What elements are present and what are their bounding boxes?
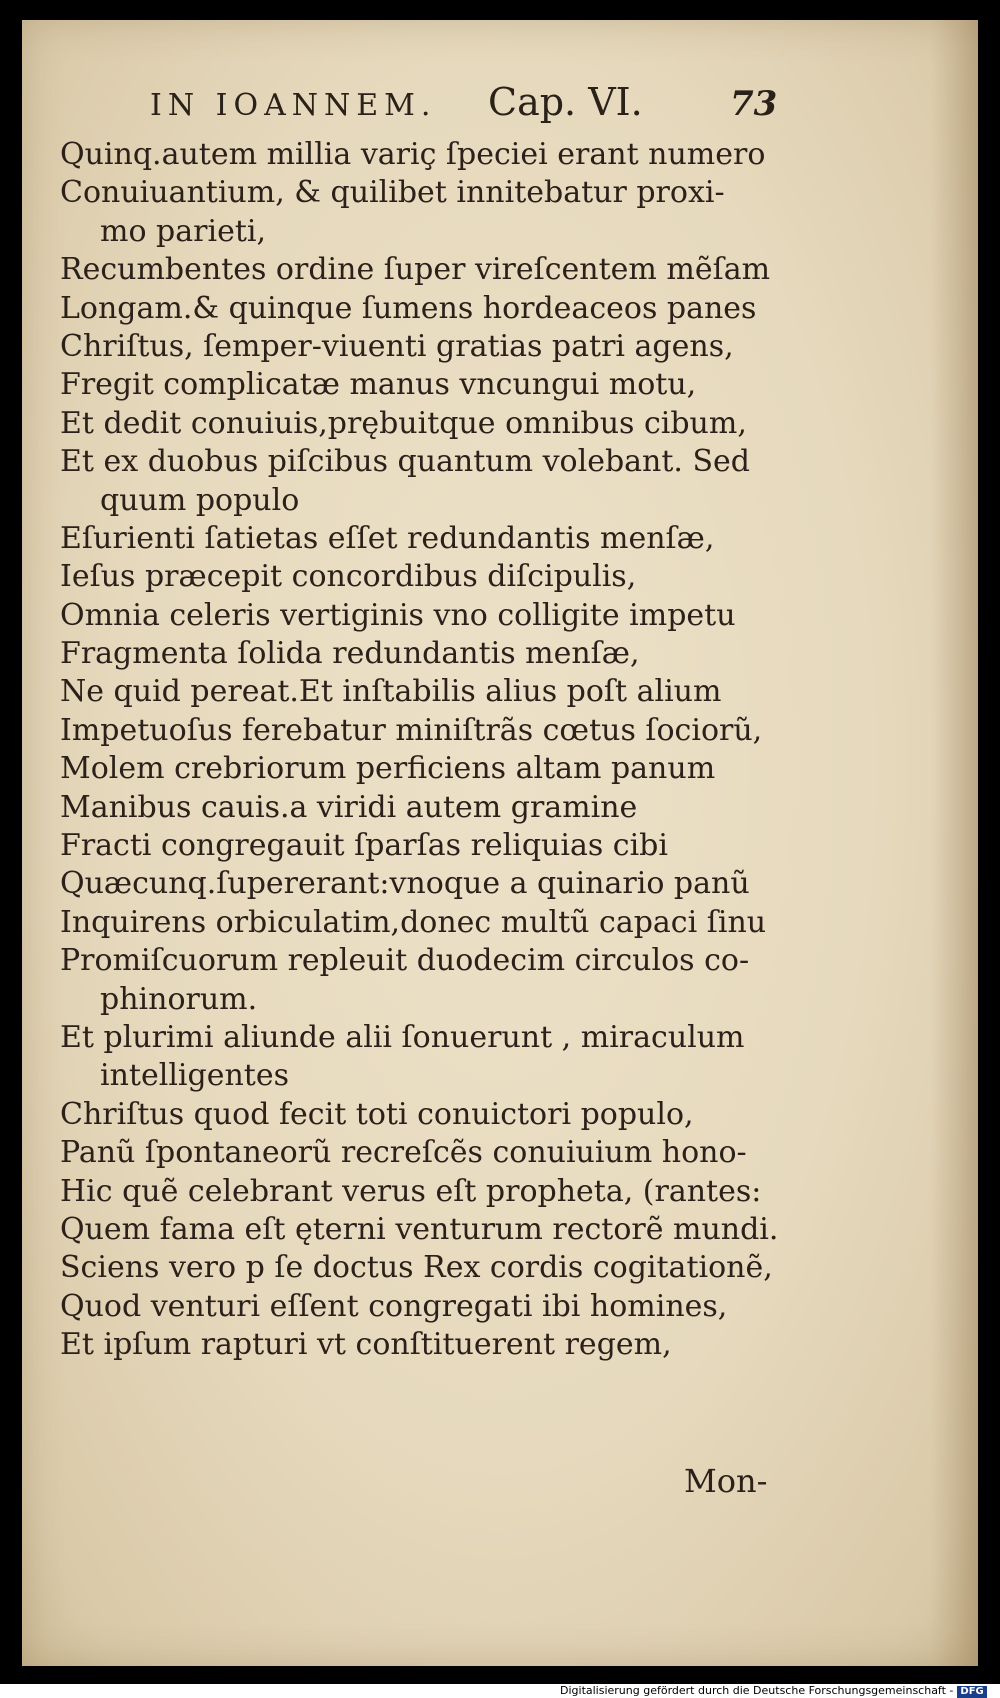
verse-line: Manibus cauis.a viridi autem gramine <box>60 789 638 825</box>
verse-line: Ne quid pereat.Et inſtabilis alius poſt alium <box>60 674 722 710</box>
verse-line: Sciens vero p ſe doctus Rex cordis cogitationẽ, <box>60 1250 773 1286</box>
verse-line: Eſurienti ſatietas eſſet redundantis menſæ, <box>60 520 715 556</box>
verse-line: Recumbentes ordine ſuper vireſcentem mẽſam <box>60 252 771 288</box>
verse-line: Panũ ſpontaneorũ recreſcẽs conuiuium hono- <box>60 1135 747 1171</box>
verse-line: Et ipſum rapturi vt conſtituerent regem, <box>60 1327 672 1363</box>
chapter-heading: Cap. VI. <box>488 80 643 124</box>
verse-line: Omnia celeris vertiginis vno colligite impetu <box>60 597 736 633</box>
verse-line: Chriſtus, ſemper-viuenti gratias patri agens, <box>60 328 734 364</box>
scan-border-right <box>978 0 1000 1680</box>
page-header <box>150 80 790 130</box>
running-head: IN IOANNEM. <box>150 88 437 123</box>
scan-border-left <box>0 0 22 1680</box>
verse-line: Chriſtus quod fecit toti conuictori populo, <box>60 1096 694 1132</box>
verse-line: Et ex duobus piſcibus quantum volebant. Sed <box>60 444 750 480</box>
verse-line: Quem fama eſt ęterni venturum rectorẽ mundi. <box>60 1211 779 1247</box>
verse-line: Molem crebriorum perficiens altam panum <box>60 751 716 787</box>
verse-line: Fragmenta ſolida redundantis menſæ, <box>60 636 640 672</box>
verse-line: Longam.& quinque ſumens hordeaceos panes <box>60 290 757 326</box>
credit-text: Digitalisierung gefördert durch die Deutsche Forschungsgemeinschaft - <box>560 1684 954 1697</box>
verse-turnover-line: quum populo <box>100 482 300 518</box>
verse-turnover-line: intelligentes <box>100 1058 289 1094</box>
verse-line: Impetuoſus ferebatur miniſtrãs cœtus ſociorũ, <box>60 712 763 748</box>
verse-line: Et plurimi aliunde alii ſonuerunt , miraculum <box>60 1019 745 1055</box>
verse-text-block <box>60 136 800 1365</box>
scan-border-top <box>0 0 1000 20</box>
verse-turnover-line: mo parieti, <box>100 213 267 249</box>
page-number: 73 <box>730 84 778 124</box>
verse-line: Quæcunq.ſupererant:vnoque a quinario panũ <box>60 866 750 902</box>
digitization-credit <box>560 1684 1000 1698</box>
verse-line: Inquirens orbiculatim,donec multũ capaci ſinu <box>60 904 767 940</box>
catchword: Mon- <box>684 1462 768 1500</box>
verse-line: Conuiuantium, & quilibet innitebatur proxi- <box>60 175 725 211</box>
scan-border-bottom <box>0 1666 1000 1684</box>
verse-line: Hic quẽ celebrant verus eſt propheta, (rantes: <box>60 1173 762 1209</box>
verse-line: Quod venturi eſſent congregati ibi homines, <box>60 1288 728 1324</box>
verse-line: Promiſcuorum repleuit duodecim circulos co- <box>60 943 750 979</box>
verse-turnover-line: phinorum. <box>100 981 258 1017</box>
page-edge-shadow <box>930 20 978 1666</box>
dfg-logo: DFG <box>957 1686 986 1698</box>
verse-line: Fregit complicatæ manus vncungui motu, <box>60 367 697 403</box>
verse-line: Et dedit conuiuis,prębuitque omnibus cibum, <box>60 405 747 441</box>
verse-line: Fracti congregauit ſparſas reliquias cibi <box>60 828 668 864</box>
verse-line: Ieſus præcepit concordibus diſcipulis, <box>60 559 637 595</box>
verse-line: Quinq.autem millia variç ſpeciei erant numero <box>60 137 766 172</box>
